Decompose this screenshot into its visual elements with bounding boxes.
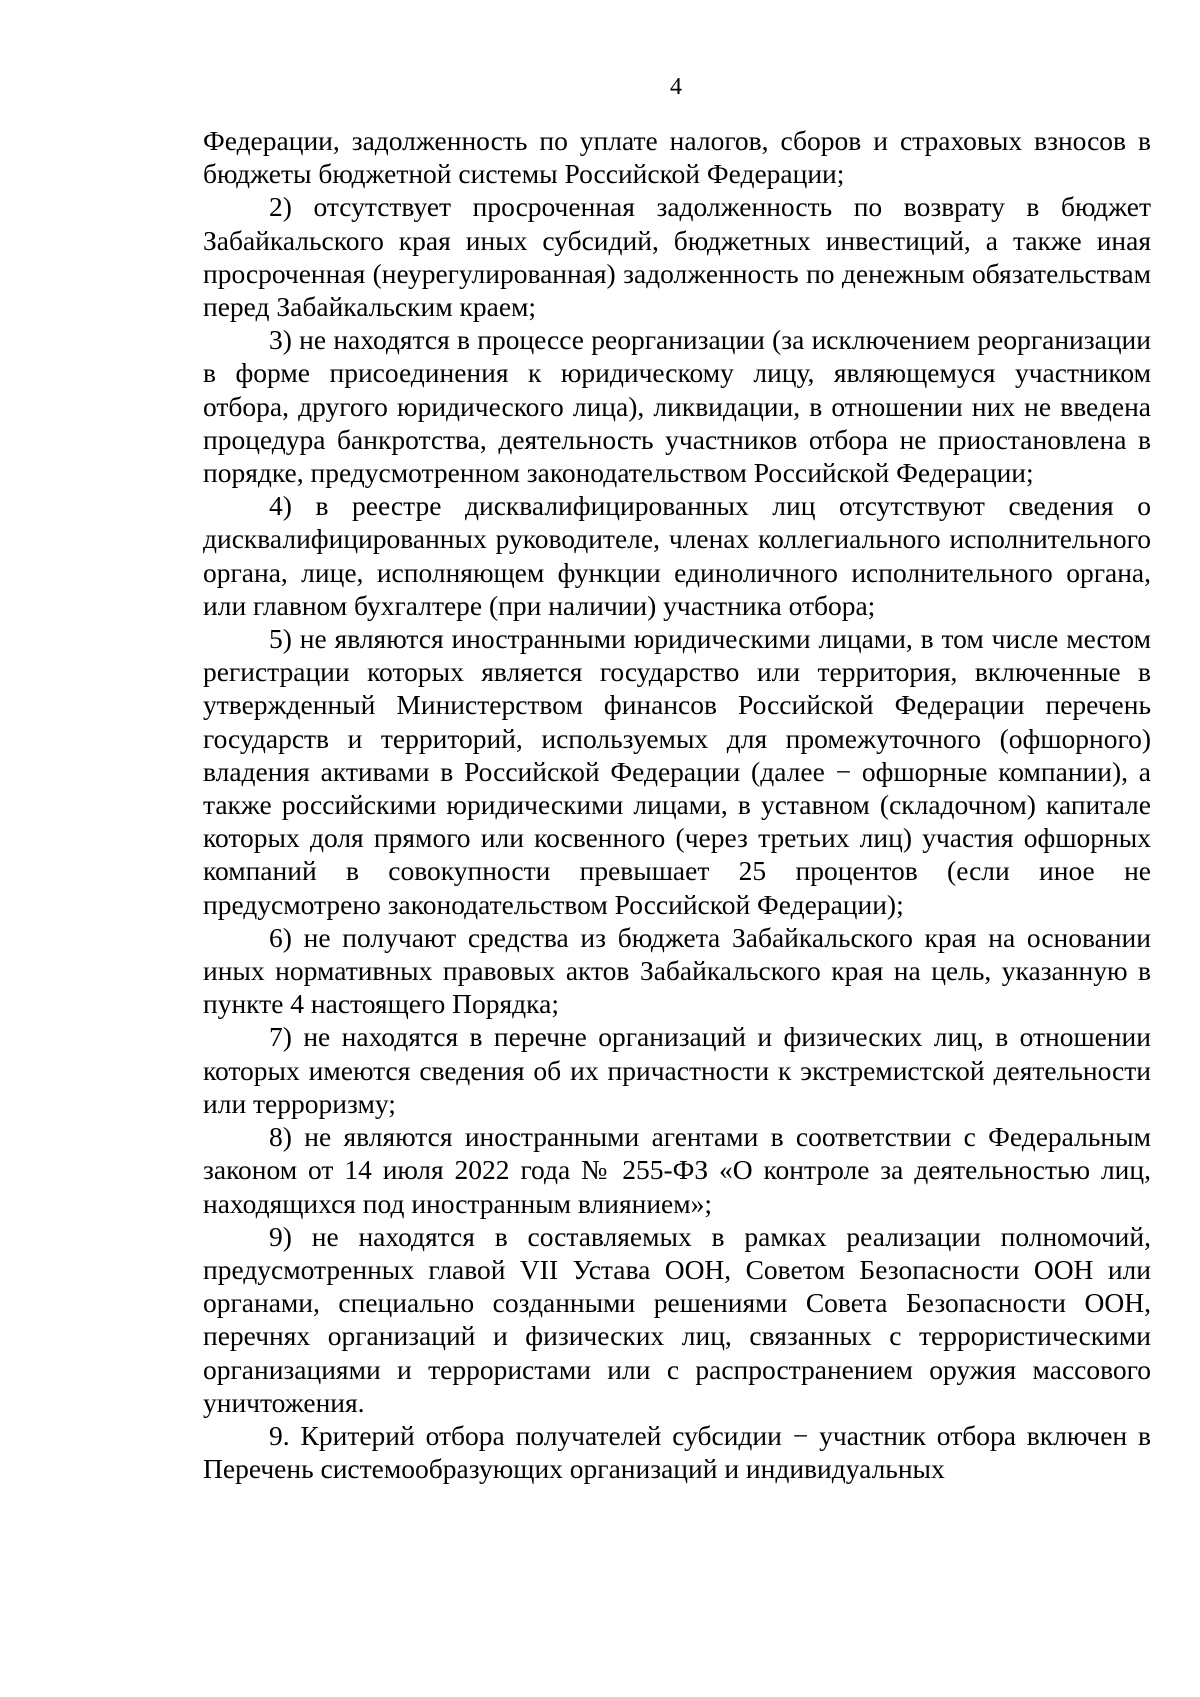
paragraph-item-3: 3) не находятся в процессе реорганизации (за исключением реорганизации в форме присоединения к юридическому лицу, являющемуся участником отбора, другого юридического лица), ликвидации, в отношении них не введена процедура банкротства, деятельность участников отбора не приостановлена в порядке, предусмотренном законодательством Российской Федерации; <box>203 324 1151 489</box>
page-number: 4 <box>670 74 682 100</box>
paragraph-item-7: 7) не находятся в перечне организаций и физических лиц, в отношении которых имеются сведения об их причастности к экстремистской деятельности или терроризму; <box>203 1021 1151 1119</box>
paragraph-continuation: Федерации, задолженность по уплате налогов, сборов и страховых взносов в бюджеты бюджетной системы Российской Федерации; <box>203 125 1151 190</box>
paragraph-item-8: 8) не являются иностранными агентами в соответствии с Федеральным законом от 14 июля 2022 года № 255-ФЗ «О контроле за деятельностью лиц, находящихся под иностранным влиянием»; <box>203 1121 1151 1219</box>
paragraph-item-2: 2) отсутствует просроченная задолженность по возврату в бюджет Забайкальского края иных субсидий, бюджетных инвестиций, а также иная просроченная (неурегулированная) задолженность по денежным обязательствам перед Забайкальским краем; <box>203 191 1151 323</box>
paragraph-item-5: 5) не являются иностранными юридическими лицами, в том числе местом регистрации которых является государство или территория, включенные в утвержденный Министерством финансов Российской Федерации перечень государств и территорий, используемых для промежуточного (офшорного) владения активами в Российской Федерации (далее − офшорные компании), а также российскими юридическими лицами, в уставном (складочном) капитале которых доля прямого или косвенного (через третьих лиц) участия офшорных компаний в совокупности превышает 25 процентов (если иное не предусмотрено законодательством Российской Федерации); <box>203 623 1151 920</box>
paragraph-item-4: 4) в реестре дисквалифицированных лиц отсутствуют сведения о дисквалифицированных руководителе, членах коллегиального исполнительного органа, лице, исполняющем функции единоличного исполнительного органа, или главном бухгалтере (при наличии) участника отбора; <box>203 490 1151 621</box>
document-body <box>203 124 1151 1485</box>
paragraph-item-9: 9) не находятся в составляемых в рамках реализации полномочий, предусмотренных главой VII Устава ООН, Советом Безопасности ООН или органами, специально созданными решениями Совета Безопасности ООН, перечнях организаций и физических лиц, связанных с террористическими организациями и террористами или с распространением оружия массового уничтожения. <box>203 1220 1151 1418</box>
paragraph-item-6: 6) не получают средства из бюджета Забайкальского края на основании иных нормативных правовых актов Забайкальского края на цель, указанную в пункте 4 настоящего Порядка; <box>203 921 1151 1020</box>
paragraph-section-9: 9. Критерий отбора получателей субсидии − участник отбора включен в Перечень системообразующих организаций и индивидуальных <box>203 1419 1151 1485</box>
